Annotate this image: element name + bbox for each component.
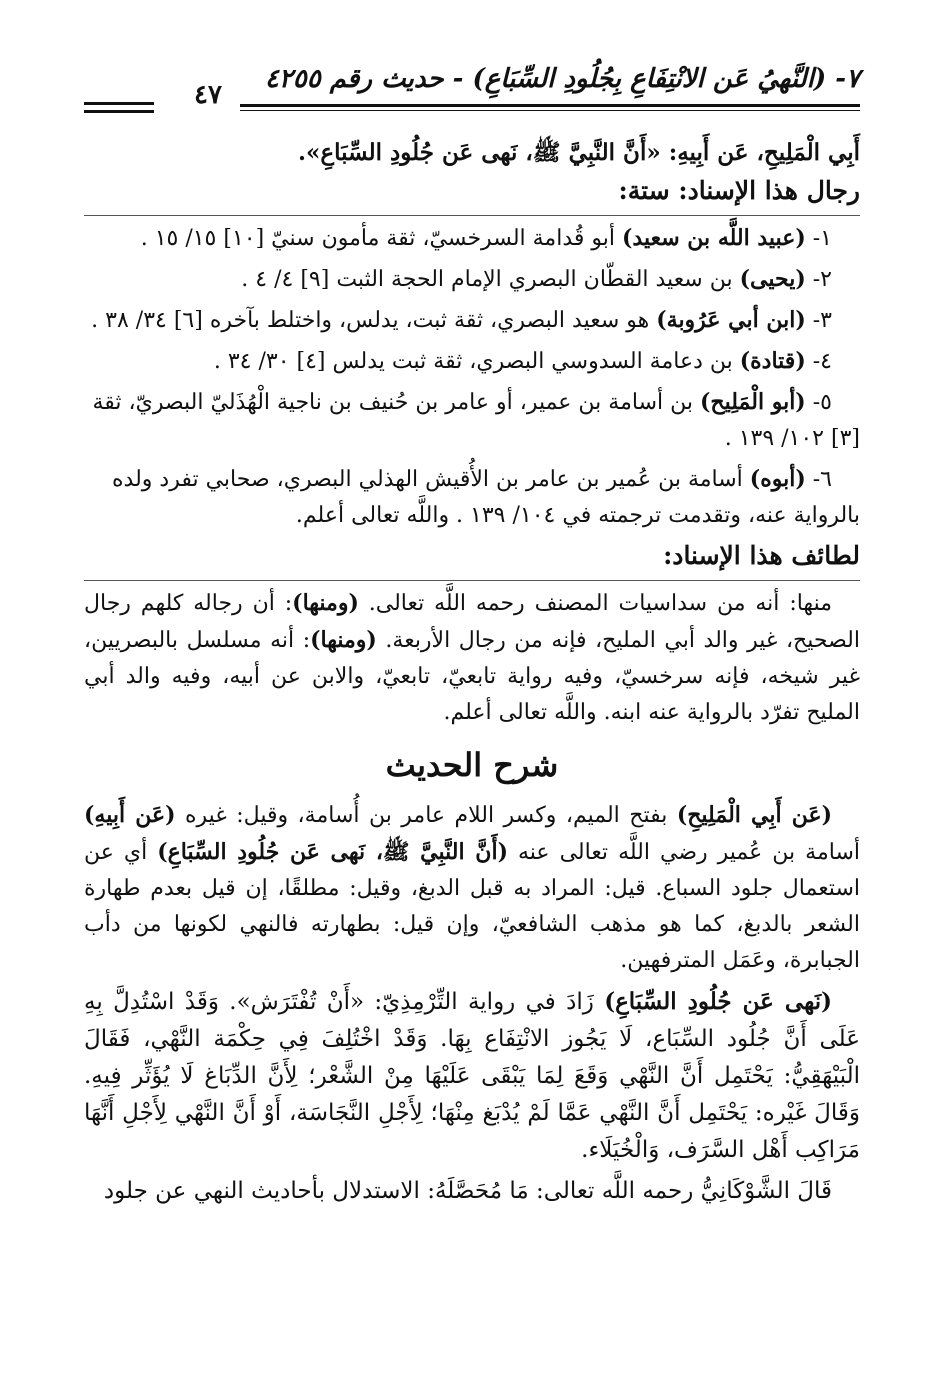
- narrator-item: [84, 261, 860, 298]
- commentary-text: زَادَ في رواية التِّرْمِذِيّ: «أَنْ تُفْتَرَش». وَقَدْ اسْتُدِلَّ بِهِ عَلَى أَنَّ جُلُود السِّبَاع، لَا يَجُوز الانْتِفَاع بِهَا. وَقَدْ اخْتُلِفَ فِي حِكْمَة النَّهْي، فَقَالَ الْبَيْهَقِيُّ: يَحْتَمِل أَنَّ النَّهْي وَقَعَ لِمَا يَبْقَى عَلَيْهَا مِنْ الشَّعْر؛ لِأَنَّ الدِّبَاغ لَا يُؤَثِّر فِيهِ. وَقَالَ غَيْره: يَحْتَمِل أَنَّ النَّهْي عَمَّا لَمْ يُدْبَغ مِنْهَا؛ لِأَجْلِ النَّجَاسَة، أَوْ أَنَّ النَّهْي لِأَجْلِ أَنَّهَا مَرَاكِب أَهْل السَّرَف، وَالْخُيَلَاء.: [84, 989, 860, 1163]
- narrator-description: أسامة بن عُمير بن عامر بن الأُقيش الهذلي البصري، صحابي تفرد ولده بالرواية عنه، وتقدمت ترجمته في ١٠٤/ ١٣٩ . واللَّه تعالى أعلم.: [112, 467, 860, 528]
- narrator-name: (يحيى): [739, 266, 806, 292]
- separator-rule: [84, 215, 860, 216]
- matn-quote: (نَهى عَن جُلُودِ السِّبَاعِ): [604, 988, 832, 1015]
- sharh-paragraph-3: قَالَ الشَّوْكَانِيُّ رحمه اللَّه تعالى: مَا مُحَصَّلَهُ: الاستدلال بأحاديث النهي عن جلود: [103, 1178, 832, 1204]
- narrator-description: أبو قُدامة السرخسيّ، ثقة مأمون سنيّ [١٠] ١٥/ ١٥ .: [140, 226, 622, 251]
- narrator-number: ٦-: [805, 467, 832, 492]
- lataif-heading: لطائف هذا الإسناد:: [663, 541, 860, 570]
- matn-quote: (أَنَّ النَّبِيَّ ﷺ، نَهى عَن جُلُودِ السِّبَاعِ): [157, 839, 508, 865]
- lataif-marker-1: (ومنها): [292, 590, 359, 616]
- narrator-number: ٢-: [805, 267, 832, 292]
- narrator-name: (عبيد اللَّه بن سعيد): [621, 225, 806, 251]
- narrator-name: (ابن أبي عَرُوبة): [656, 307, 806, 333]
- header-rule-left-2: [84, 110, 154, 113]
- running-header: [84, 60, 860, 110]
- commentary-text: أسامة بن عُمير رضي اللَّه تعالى عنه: [507, 840, 861, 865]
- narrator-name: (أبو الْمَلِيح): [699, 389, 806, 415]
- lataif-text-2: : أن رجاله كلهم رجال الصحيح، غير والد أبي المليح، فإنه من رجال الأربعة.: [84, 591, 860, 653]
- narrator-description: بن أسامة بن عمير، أو عامر بن حُنيف بن ناجية الْهُذَليّ البصريّ، ثقة [٣] ١٠٢/ ١٣٩ .: [92, 390, 860, 451]
- narrator-item: [84, 384, 860, 457]
- narrator-description: بن سعيد القطّان البصري الإمام الحجة الثبت [٩] ٤/ ٤ .: [241, 267, 740, 292]
- narrator-description: هو سعيد البصري، ثقة ثبت، يدلس، واختلط بآخره [٦] ٣٤/ ٣٨ .: [91, 308, 657, 333]
- lataif-text-1: منها: أنه من سداسيات المصنف رحمه اللَّه تعالى.: [358, 591, 832, 616]
- header-title: ٧- (النَّهيُ عَن الانْتِفَاعِ بِجُلُودِ السِّبَاعِ) - حديث رقم ٤٢٥٥: [264, 64, 860, 94]
- page-body: [84, 135, 860, 1214]
- narrator-description: بن دعامة السدوسي البصري، ثقة ثبت يدلس [٤] ٣٠/ ٣٤ .: [213, 349, 740, 374]
- narrator-item: [84, 220, 860, 257]
- header-rule-thin: [240, 110, 860, 111]
- narrator-number: ١-: [805, 226, 832, 251]
- narrator-number: ٣-: [805, 308, 832, 333]
- narrator-list: [84, 220, 860, 534]
- header-rule: [240, 104, 860, 107]
- narrator-item: [84, 461, 860, 534]
- narrator-name: (أبوه): [749, 466, 806, 492]
- sharh-paragraph-1: [84, 797, 860, 979]
- isnad-heading: رجال هذا الإسناد: ستة:: [618, 176, 860, 205]
- lataif-text-3: : أنه مسلسل بالبصريين، غير شيخه، فإنه سرخسيّ، وفيه رواية تابعيّ، تابعيّ، والابن عن أبيه، وفيه والد أبي المليح تفرّد بالرواية عنه ابنه. واللَّه تعالى أعلم.: [84, 628, 860, 725]
- page-number: ٤٧: [194, 80, 222, 110]
- commentary-text: أي عن استعمال جلود السباع. قيل: المراد به قبل الدبغ، وقيل: مطلقًا، إن قيل بعدم طهارة الشعر بالدبغ، كما هو مذهب الشافعيّ، وإن قيل: بطهارته فالنهي لكونها من دأب الجبابرة، وعَمَل المترفهين.: [84, 840, 860, 973]
- narrator-number: ٥-: [805, 390, 832, 415]
- commentary-text: بفتح الميم، وكسر اللام عامر بن أُسامة، وقيل: غيره: [175, 803, 677, 828]
- separator-rule: [84, 580, 860, 581]
- sharh-paragraph-2: [84, 983, 860, 1169]
- matn-quote: (عَن أَبِي الْمَلِيحِ): [676, 802, 832, 828]
- header-rule-left: [84, 102, 154, 105]
- matn-quote: (عَن أَبِيهِ): [84, 802, 176, 828]
- lataif-marker-2: (ومنها): [310, 627, 377, 653]
- narrator-name: (قتادة): [739, 348, 806, 374]
- sharh-title: شرح الحديث: [385, 746, 559, 784]
- hadith-text-end: أَبِي الْمَلِيحِ، عَن أَبِيهِ: «أَنَّ النَّبِيَّ ﷺ، نَهى عَن جُلُودِ السِّبَاعِ».: [298, 139, 860, 166]
- lataif-paragraph: [84, 585, 860, 731]
- narrator-item: [84, 343, 860, 380]
- narrator-number: ٤-: [805, 349, 832, 374]
- narrator-item: [84, 302, 860, 339]
